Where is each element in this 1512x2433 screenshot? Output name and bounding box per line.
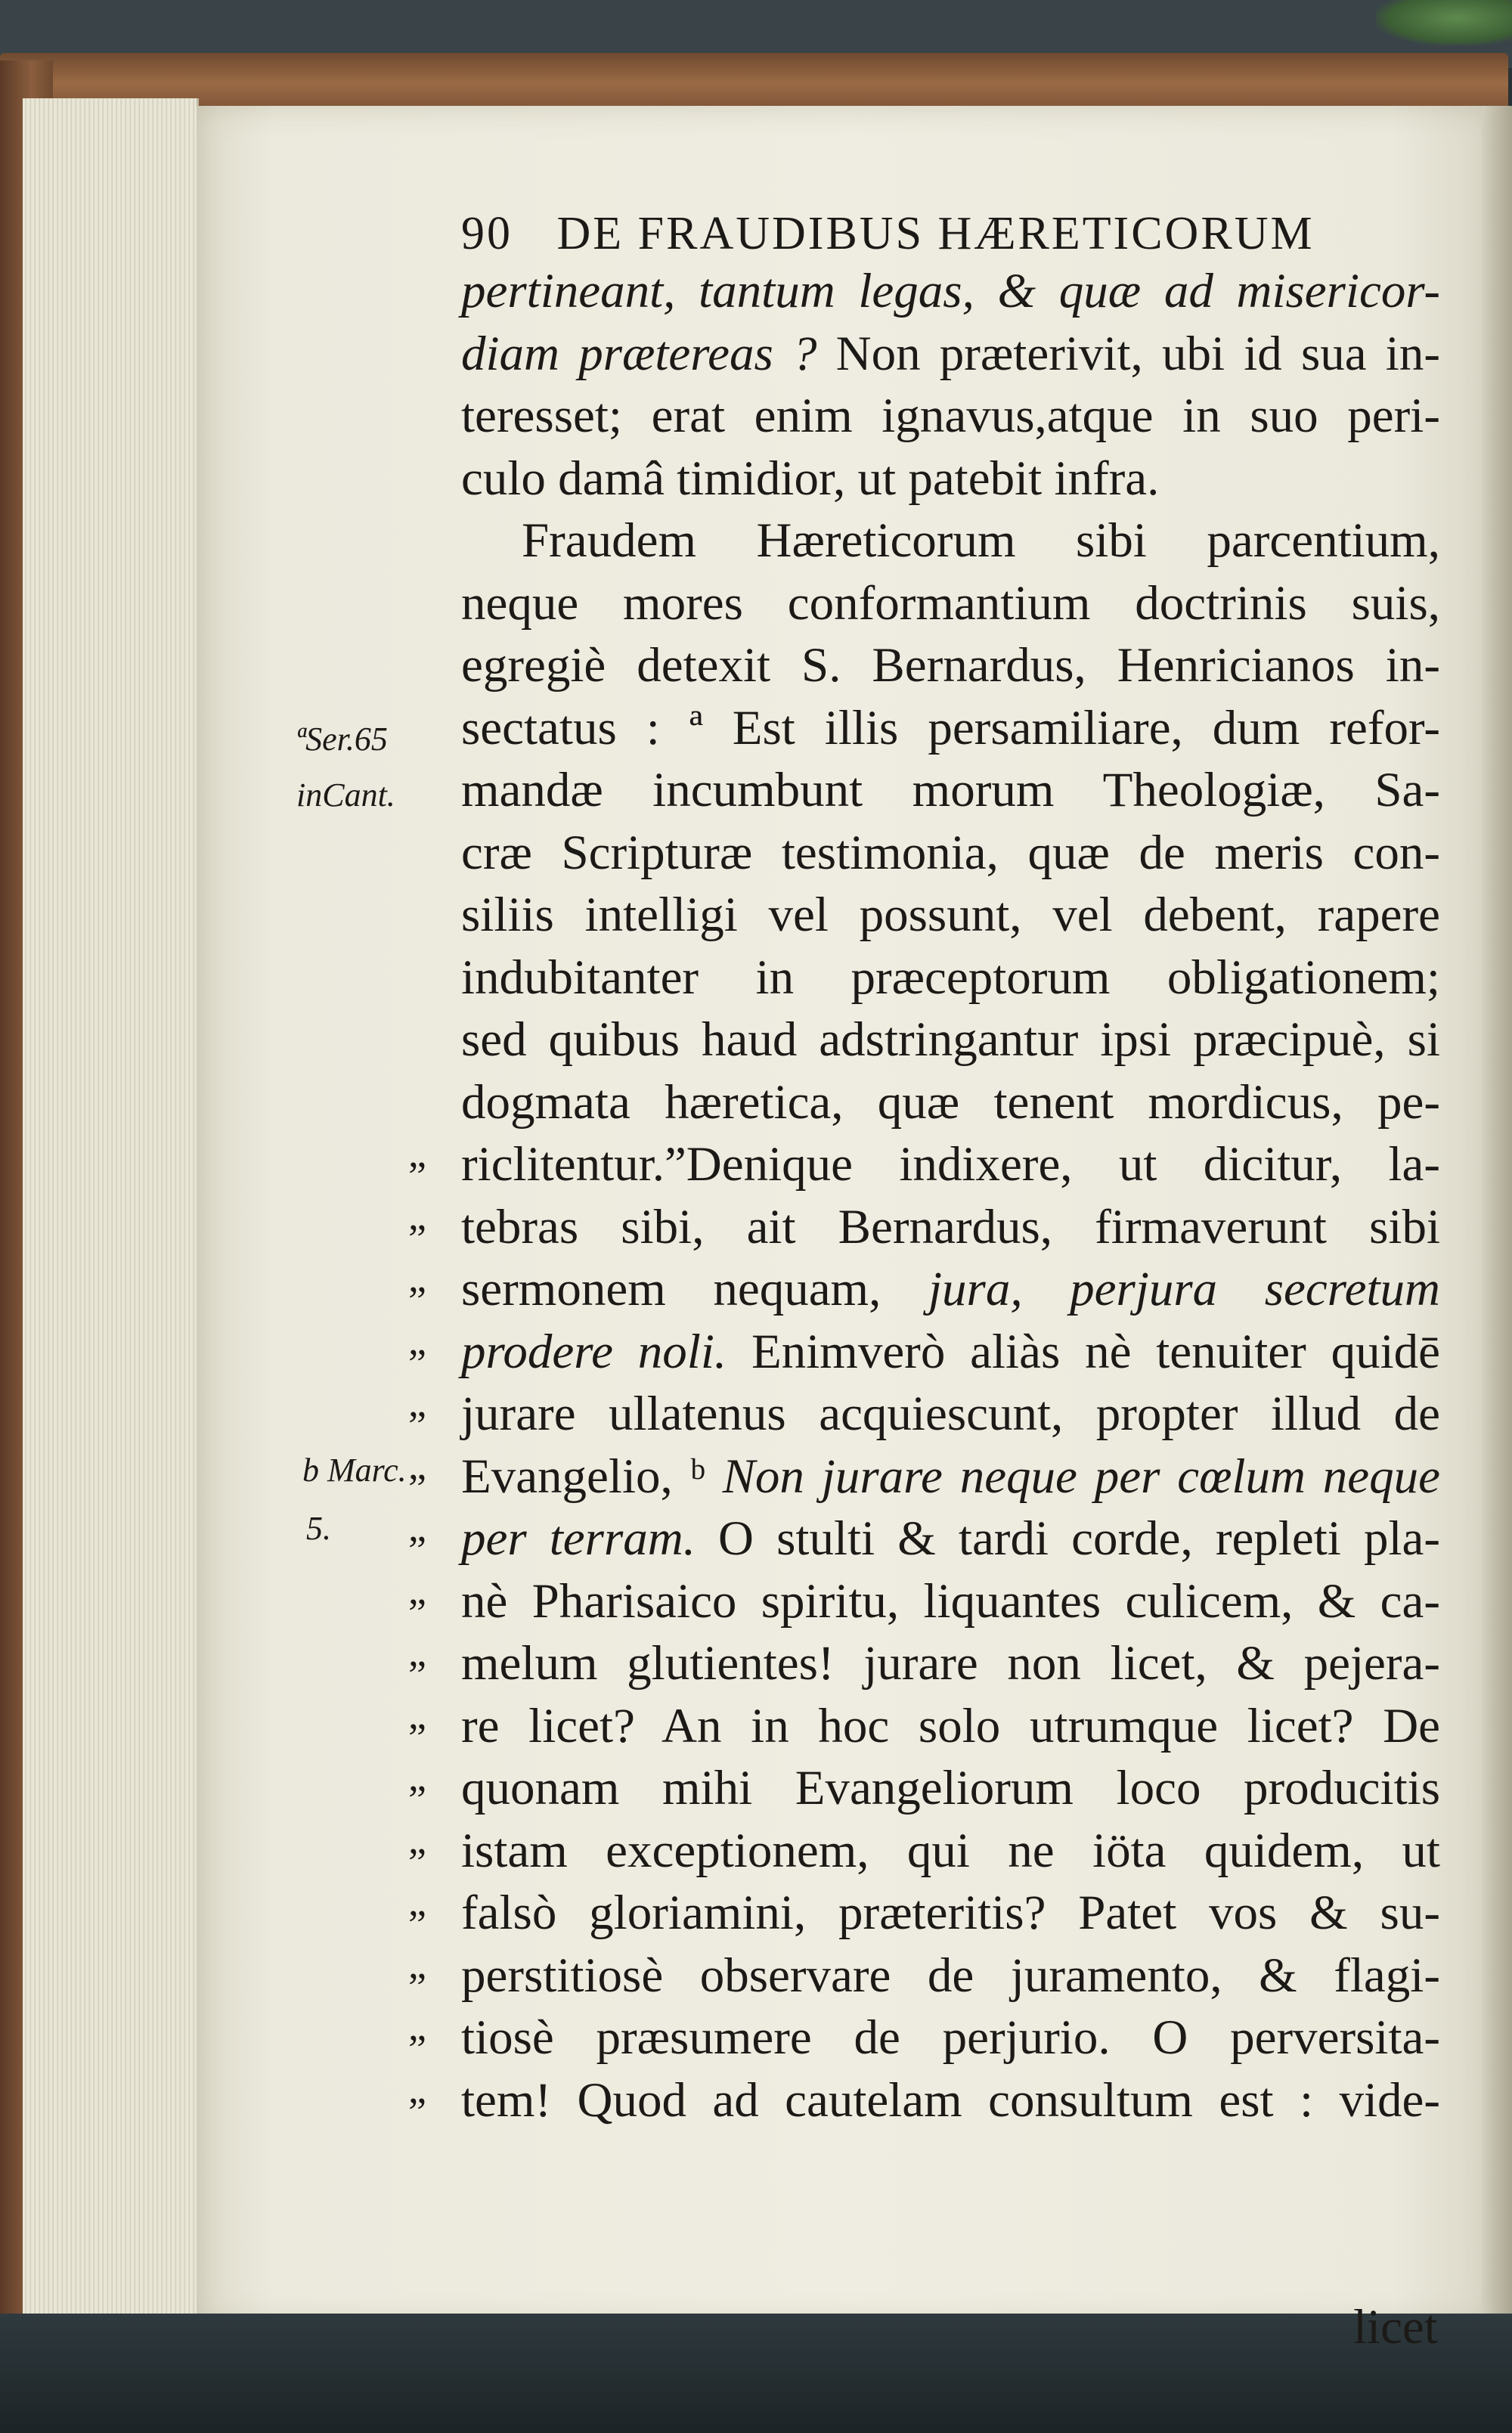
text-segment: egregiè detexit S. Bernardus, Henricianos in- [461,638,1440,693]
text-segment: Enimverò aliàs nè tenuiter quidē [727,1324,1441,1379]
text-line [461,1948,1440,2003]
text-line [461,1886,1440,1940]
quote-mark: „ [408,1941,426,1987]
text-segment: culo damâ timidior, ut patebit infra. [461,451,1160,506]
text-segment: re licet? An in hoc solo utrumque licet? De [461,1698,1440,1753]
quote-mark: „ [408,1879,426,1924]
text-line [461,700,1440,755]
quote-mark: „ [408,1754,426,1799]
text-segment: quonam mihi Evangeliorum loco producitis [461,1761,1440,1815]
quote-mark: „ [408,1130,426,1176]
quote-mark: „ [408,1505,426,1550]
text-line [461,2072,1440,2128]
text-segment: siliis intelligi vel possunt, vel debent, rapere [461,888,1440,942]
page-right-edge [1482,106,1512,2325]
text-line [461,1449,1440,1504]
quote-mark: „ [408,1629,426,1675]
text-segment: istam exceptionem, qui ne iöta quidem, ut [461,1823,1440,1878]
text-line [461,1324,1441,1379]
text-line [461,1761,1440,1815]
text-segment: nè Pharisaico spiritu, liquantes culicem, & ca- [461,1573,1440,1629]
text-segment: tebras sibi, ait Bernardus, firmaverunt sibi [461,1199,1440,1254]
text-segment: jurare ullatenus acquiescunt, propter illud de [461,1387,1440,1441]
text-segment: per terram. [461,1511,696,1566]
margin-note-b-ref: b Marc. [302,1452,407,1489]
text-line [461,1823,1440,1878]
text-line [461,1074,1440,1130]
text-line [461,1511,1440,1566]
text-line [461,1012,1440,1067]
text-segment: O stulti & tardi corde, repleti pla- [695,1511,1440,1566]
text-line [461,389,1440,443]
quote-mark: „ [408,2066,426,2112]
text-segment: falsò gloriamini, præteritis? Patet vos & su- [461,1886,1440,1940]
text-line [461,264,1440,318]
text-segment: neque mores conformantium doctrinis suis, [461,575,1440,631]
text-line [461,1199,1440,1254]
quote-mark: „ [408,1255,426,1300]
text-segment: Est illis persamiliare, dum refor- [732,700,1440,755]
green-ribbon [1376,0,1512,45]
text-segment: jura, perjura secretum [928,1262,1440,1316]
text-segment: diam prætereas ? [461,326,817,381]
text-segment: Fraudem Hæreticorum sibi parcentium, [522,513,1440,568]
page-number: 90 [461,208,513,259]
text-segment: Non jurare neque per cœlum neque [722,1449,1440,1504]
text-segment: prodere noli. [461,1324,727,1379]
text-line [461,888,1440,942]
text-line [461,763,1440,817]
text-segment: tiosè præsumere de perjurio. O perversita- [461,2010,1440,2065]
quote-mark: „ [408,1442,426,1488]
text-line [461,825,1440,880]
text-line [461,1698,1440,1753]
text-segment: indubitanter in præceptorum obligationem; [461,950,1440,1005]
text-line [461,1636,1440,1691]
text-segment: sed quibus haud adstringantur ipsi præcipuè, si [461,1012,1440,1067]
book-cover-top [0,53,1508,113]
text-line [461,1137,1440,1192]
text-line [461,1262,1440,1316]
page-stack-edges [23,98,199,2329]
text-line [461,451,1217,506]
text-line [461,1573,1440,1629]
margin-note-b-chapter: 5. [306,1510,331,1547]
text-line [522,513,1440,568]
text-line [461,1387,1440,1441]
margin-note-a-source: inCant. [296,776,395,814]
catchword: licet [1353,2300,1438,2354]
text-segment: sectatus : ª [461,700,733,755]
quote-mark: „ [408,1816,426,1862]
text-segment: teresset; erat enim ignavus,atque in suo peri- [461,389,1440,443]
text-segment: melum glutientes! jurare non licet, & pejera- [461,1636,1440,1691]
text-segment: perstitiosè observare de juramento, & flagi- [461,1948,1440,2003]
text-line [461,950,1440,1005]
quote-mark: „ [408,1691,426,1737]
text-segment: pertineant, tantum legas, & quæ ad misericor- [461,264,1440,318]
text-line [461,575,1440,631]
text-segment: cræ Scripturæ testimonia, quæ de meris con- [461,825,1440,880]
text-segment: dogmata hæretica, quæ tenent mordicus, pe- [461,1074,1440,1130]
quote-mark: „ [408,1567,426,1613]
text-segment: Non præterivit, ubi id sua in- [816,326,1440,381]
text-line [461,638,1440,693]
running-header [461,210,1315,257]
text-segment: tem! Quod ad cautelam consultum est : vide- [461,2072,1440,2128]
text-line [461,326,1440,381]
quote-mark: „ [408,1317,426,1363]
running-title: DE FRAUDIBUS HÆRETICORUM [556,208,1315,259]
quote-mark: „ [408,1192,426,1238]
text-segment: riclitentur.”Denique indixere, ut dicitur, la- [461,1137,1440,1192]
text-segment: Evangelio, ᵇ [461,1449,723,1504]
text-segment: sermonem nequam, [461,1262,928,1316]
text-segment: mandæ incumbunt morum Theologiæ, Sa- [461,763,1440,817]
margin-note-a-ref: ªSer.65 [296,721,388,758]
quote-mark: „ [408,1380,426,1425]
text-line [461,2010,1440,2065]
quote-mark: „ [408,2004,426,2049]
table-surface [0,2314,1512,2433]
